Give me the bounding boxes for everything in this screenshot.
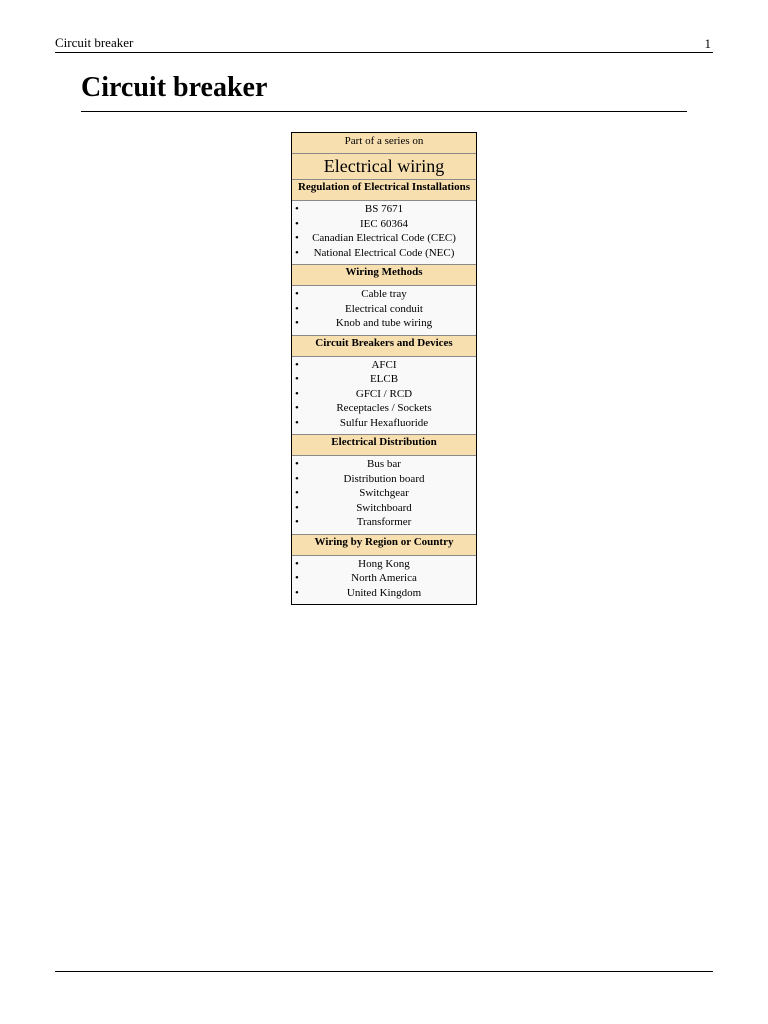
navbox-list-item [292, 557, 476, 572]
navbox-list-item [292, 401, 476, 416]
navbox-link[interactable]: ELCB [369, 373, 399, 385]
bullet-icon: • [295, 572, 299, 584]
bullet-icon: • [295, 557, 299, 570]
navbox-sections [292, 180, 476, 604]
navbox-link[interactable]: Receptacles / Sockets [336, 402, 432, 414]
navbox-list-item [292, 486, 476, 501]
navbox-list-item [292, 472, 476, 487]
navbox-link[interactable]: Cable tray [361, 288, 407, 300]
navbox-link[interactable]: IEC 60364 [360, 217, 408, 230]
navbox-list-item [292, 515, 476, 530]
navbox-list-item [292, 501, 476, 516]
navbox-link[interactable]: Switchboard [356, 501, 412, 514]
footer-rule [55, 971, 713, 972]
navbox-link[interactable]: National Electrical Code (NEC) [313, 246, 455, 259]
navbox-section-list [292, 201, 476, 265]
navbox-link[interactable]: Bus bar [367, 458, 401, 470]
navbox-section-list [292, 556, 476, 605]
navbox-section-list [292, 286, 476, 336]
navbox-section-list [292, 456, 476, 535]
navbox-section-heading[interactable]: Electrical Distribution [292, 435, 476, 456]
navbox-link[interactable]: Knob and tube wiring [335, 317, 433, 329]
navbox-list-item [292, 387, 476, 402]
navbox-list-item [292, 302, 476, 317]
navbox-list-item [292, 316, 476, 331]
navbox-list-item [292, 571, 476, 586]
navbox-list-item [292, 457, 476, 472]
bullet-icon: • [295, 458, 299, 470]
bullet-icon: • [295, 317, 299, 329]
bullet-icon: • [295, 472, 299, 485]
navbox-list-item [292, 217, 476, 232]
bullet-icon: • [295, 516, 299, 528]
bullet-icon: • [295, 203, 299, 215]
bullet-icon: • [295, 358, 299, 371]
navbox-link[interactable]: Switchgear [359, 487, 409, 499]
navbox-link[interactable]: BS 7671 [364, 203, 404, 215]
bullet-icon: • [295, 246, 299, 259]
navbox-list-item [292, 358, 476, 373]
navbox-link[interactable]: AFCI [371, 358, 397, 371]
navbox-list-item [292, 372, 476, 387]
navbox-list-item [292, 202, 476, 217]
navbox-link[interactable]: United Kingdom [346, 586, 422, 599]
bullet-icon: • [295, 387, 299, 400]
navbox-section-list [292, 357, 476, 436]
navbox-list-item [292, 287, 476, 302]
navbox-link[interactable]: Transformer [356, 516, 412, 528]
bullet-icon: • [295, 217, 299, 230]
navbox-link[interactable]: GFCI / RCD [355, 387, 413, 400]
navbox-link[interactable]: Distribution board [343, 472, 425, 485]
bullet-icon: • [295, 302, 299, 315]
bullet-icon: • [295, 373, 299, 385]
bullet-icon: • [295, 402, 299, 414]
navbox-link[interactable]: Canadian Electrical Code (CEC) [312, 232, 456, 244]
navbox-link[interactable]: Electrical conduit [345, 302, 423, 315]
running-header-title: Circuit breaker [55, 35, 134, 50]
navbox-title[interactable]: Electrical wiring [292, 154, 476, 180]
running-header [55, 35, 713, 53]
navbox-section-heading[interactable]: Wiring Methods [292, 265, 476, 286]
navbox-link[interactable]: North America [351, 572, 417, 584]
bullet-icon: • [295, 288, 299, 300]
bullet-icon: • [295, 487, 299, 499]
bullet-icon: • [295, 232, 299, 244]
navbox-pretitle: Part of a series on [292, 133, 476, 154]
navbox-list-item [292, 246, 476, 261]
bullet-icon: • [295, 501, 299, 514]
navbox-link[interactable]: Sulfur Hexafluoride [339, 416, 429, 429]
navbox-section-heading[interactable]: Regulation of Electrical Installations [292, 180, 476, 201]
navbox-list-item [292, 416, 476, 431]
page-number: 1 [704, 36, 711, 51]
series-navbox [291, 132, 477, 605]
bullet-icon: • [295, 586, 299, 599]
navbox-section-heading[interactable]: Wiring by Region or Country [292, 535, 476, 556]
navbox-section-heading[interactable]: Circuit Breakers and Devices [292, 336, 476, 357]
navbox-link[interactable]: Hong Kong [358, 557, 410, 570]
article-title: Circuit breaker [81, 70, 687, 112]
bullet-icon: • [295, 416, 299, 429]
navbox-list-item [292, 231, 476, 246]
navbox-list-item [292, 586, 476, 601]
